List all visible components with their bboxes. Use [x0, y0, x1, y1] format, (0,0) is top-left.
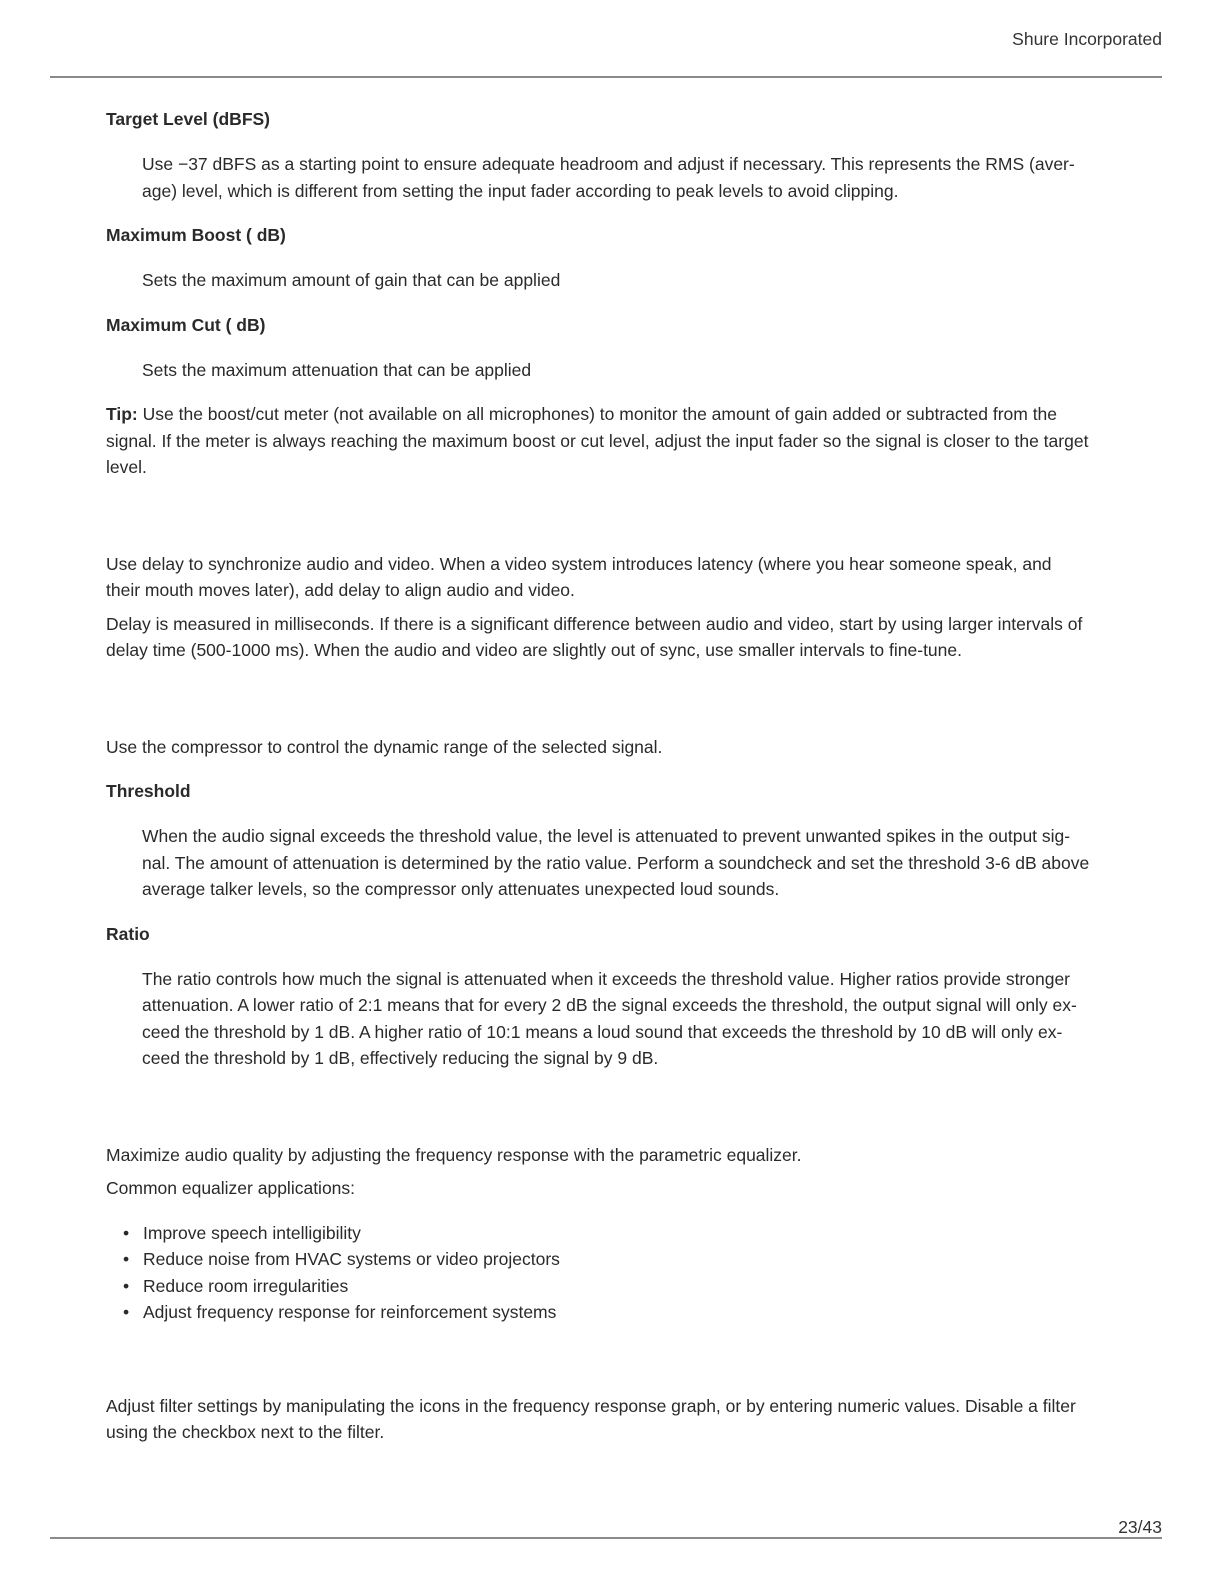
compressor-intro: Use the compressor to control the dynamic range of the selected signal. [106, 736, 663, 757]
list-item-text: Improve speech intelligibility [143, 1222, 361, 1243]
list-item [123, 1299, 1110, 1326]
delay-line: their mouth moves later), add delay to align audio and video. [106, 580, 575, 600]
footer-rule [50, 1537, 1162, 1539]
equalizer-applications-list [106, 1220, 1110, 1326]
def-line: The ratio controls how much the signal is attenuated when it exceeds the threshold value. Higher ratios provide stronger [142, 968, 1071, 989]
term-ratio: Ratio [106, 923, 150, 944]
list-item [123, 1273, 1110, 1300]
term-max-cut: Maximum Cut ( dB) [106, 314, 266, 335]
list-item [123, 1220, 1110, 1247]
tip-paragraph [106, 401, 1110, 481]
term-threshold: Threshold [106, 781, 191, 801]
def-target-level [142, 151, 1110, 204]
bullet-icon: • [123, 1302, 130, 1322]
header-company: Shure Incorporated [1012, 29, 1162, 49]
tip-text: Use the boost/cut meter (not available on all microphones) to monitor the amount of gain added or subtracted from the [137, 404, 1058, 424]
header-rule [50, 76, 1162, 78]
term-max-boost: Maximum Boost ( dB) [106, 225, 286, 245]
page-number: 23/43 [1118, 1517, 1162, 1537]
bullet-icon: • [123, 1249, 130, 1269]
delay-paragraph-2 [106, 611, 1110, 664]
list-item-text: Reduce noise from HVAC systems or video projectors [143, 1249, 560, 1269]
def-line: nal. The amount of attenuation is determined by the ratio value. Perform a soundcheck and set the threshold 3-6 dB above [142, 852, 1090, 873]
tip-line: level. [106, 457, 147, 477]
def-line: attenuation. A lower ratio of 2:1 means that for every 2 dB the signal exceeds the threshold, the output signal will only ex- [142, 995, 1077, 1015]
bullet-icon: • [123, 1275, 130, 1296]
delay-paragraph-1 [106, 551, 1110, 604]
tip-label: Tip: [106, 404, 138, 424]
filter-line: using the checkbox next to the filter. [106, 1422, 385, 1442]
tip-line [106, 401, 1110, 428]
term-target-level: Target Level (dBFS) [106, 109, 271, 129]
def-max-boost: Sets the maximum amount of gain that can be applied [142, 270, 561, 290]
list-item-text: Adjust frequency response for reinforcement systems [143, 1302, 557, 1322]
list-item-text: Reduce room irregularities [143, 1275, 349, 1296]
def-line: average talker levels, so the compressor only attenuates unexpected loud sounds. [142, 879, 780, 899]
page-content [106, 106, 1110, 1446]
def-line: ceed the threshold by 1 dB. A higher ratio of 10:1 means a loud sound that exceeds the threshold by 10 dB will only ex- [142, 1021, 1063, 1042]
bullet-icon: • [123, 1222, 130, 1243]
def-threshold [142, 823, 1110, 903]
def-ratio [142, 966, 1110, 1072]
delay-line: Delay is measured in milliseconds. If there is a significant difference between audio and video, start by using larger intervals of [106, 613, 1083, 634]
tip-line: signal. If the meter is always reaching the maximum boost or cut level, adjust the input fader so the signal is closer to the target [106, 430, 1089, 451]
filter-paragraph [106, 1393, 1110, 1446]
def-max-cut: Sets the maximum attenuation that can be applied [142, 359, 532, 380]
def-line: When the audio signal exceeds the threshold value, the level is attenuated to prevent unwanted spikes in the output sig- [142, 826, 1071, 846]
def-line: Use −37 dBFS as a starting point to ensure adequate headroom and adjust if necessary. This represents the RMS (aver- [142, 154, 1075, 174]
def-line: ceed the threshold by 1 dB, effectively reducing the signal by 9 dB. [142, 1048, 659, 1068]
equalizer-intro: Maximize audio quality by adjusting the frequency response with the parametric equalizer. [106, 1144, 802, 1165]
delay-line: delay time (500-1000 ms). When the audio and video are slightly out of sync, use smaller intervals to fine-tune. [106, 640, 962, 660]
filter-line: Adjust filter settings by manipulating the icons in the frequency response graph, or by entering numeric values. Disable a filter [106, 1395, 1076, 1416]
list-item [123, 1246, 1110, 1273]
equalizer-applications-label: Common equalizer applications: [106, 1178, 356, 1198]
def-line: age) level, which is different from setting the input fader according to peak levels to avoid clipping. [142, 180, 899, 201]
delay-line: Use delay to synchronize audio and video. When a video system introduces latency (where you hear someone speak, and [106, 553, 1052, 574]
